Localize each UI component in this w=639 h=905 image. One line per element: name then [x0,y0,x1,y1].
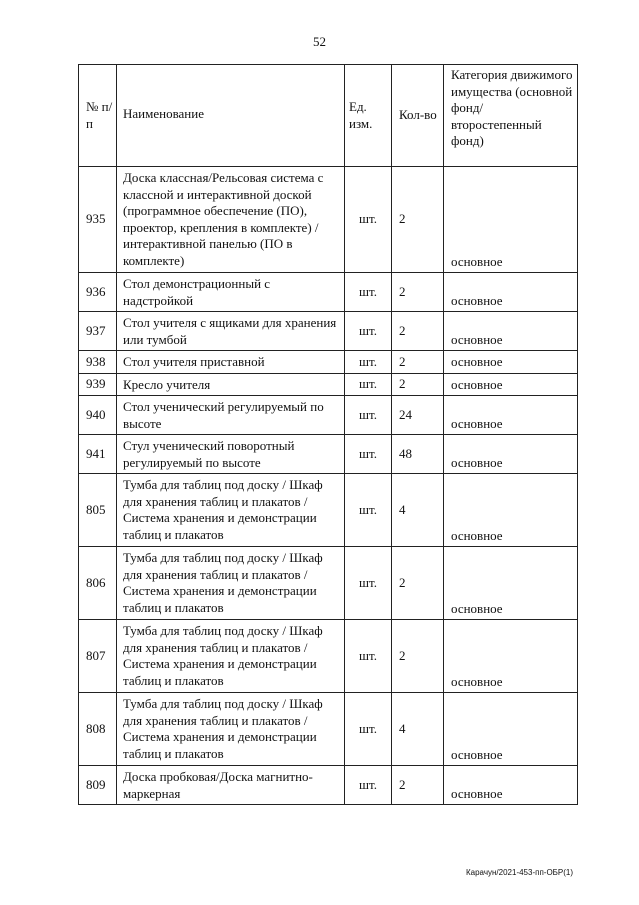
item-unit: шт. [345,351,392,374]
item-category: основное [444,396,578,435]
item-category: основное [444,435,578,474]
item-quantity: 2 [392,766,444,805]
item-category: основное [444,693,578,766]
table-row [79,273,578,312]
header-unit: Ед. изм. [345,65,392,167]
table-row [79,396,578,435]
item-number: 805 [79,474,117,547]
item-unit: шт. [345,547,392,620]
item-quantity: 2 [392,351,444,374]
item-name: Стул ученический поворотный регулируемый по высоте [117,435,345,474]
item-unit: шт. [345,273,392,312]
page-number: 52 [313,34,326,49]
table-row [79,547,578,620]
item-category: основное [444,373,578,396]
item-unit: шт. [345,373,392,396]
item-number: 936 [79,273,117,312]
item-number: 937 [79,312,117,351]
item-category: основное [444,620,578,693]
table-row [79,351,578,374]
table-row [79,766,578,805]
table-row [79,167,578,273]
item-unit: шт. [345,474,392,547]
item-category: основное [444,273,578,312]
item-name: Стол ученический регулируемый по высоте [117,396,345,435]
item-quantity: 2 [392,273,444,312]
item-quantity: 24 [392,396,444,435]
table-row [79,693,578,766]
table-row [79,474,578,547]
item-number: 808 [79,693,117,766]
item-unit: шт. [345,435,392,474]
item-unit: шт. [345,312,392,351]
item-number: 806 [79,547,117,620]
item-category: основное [444,474,578,547]
item-unit: шт. [345,620,392,693]
item-quantity: 48 [392,435,444,474]
item-number: 809 [79,766,117,805]
item-unit: шт. [345,766,392,805]
header-number: № п/п [79,65,117,167]
item-name: Стол демонстрационный с надстройкой [117,273,345,312]
item-category: основное [444,312,578,351]
header-name: Наименование [117,65,345,167]
item-name: Тумба для таблиц под доску / Шкаф для хранения таблиц и плакатов / Система хранения и демонстрации таблиц и плакатов [117,693,345,766]
item-name: Тумба для таблиц под доску / Шкаф для хранения таблиц и плакатов / Система хранения и демонстрации таблиц и плакатов [117,547,345,620]
property-table [78,64,578,805]
item-quantity: 2 [392,312,444,351]
item-quantity: 4 [392,474,444,547]
item-quantity: 2 [392,167,444,273]
item-category: основное [444,167,578,273]
item-unit: шт. [345,693,392,766]
item-number: 807 [79,620,117,693]
table-row [79,312,578,351]
item-quantity: 2 [392,620,444,693]
table-header-row [79,65,578,167]
item-quantity: 2 [392,373,444,396]
item-number: 940 [79,396,117,435]
item-category: основное [444,766,578,805]
item-unit: шт. [345,167,392,273]
item-category: основное [444,547,578,620]
item-number: 938 [79,351,117,374]
table-row [79,620,578,693]
item-number: 935 [79,167,117,273]
document-footer: Карачун/2021-453-пп-ОБР(1) [466,868,574,877]
item-quantity: 4 [392,693,444,766]
item-name: Кресло учителя [117,373,345,396]
item-name: Тумба для таблиц под доску / Шкаф для хранения таблиц и плакатов / Система хранения и демонстрации таблиц и плакатов [117,474,345,547]
item-name: Доска пробковая/Доска магнитно-маркерная [117,766,345,805]
header-category: Категория движимого имущества (основной фонд/ второстепенный фонд) [444,65,578,167]
table-row [79,373,578,396]
item-category: основное [444,351,578,374]
item-name: Стол учителя с ящиками для хранения или тумбой [117,312,345,351]
item-name: Стол учителя приставной [117,351,345,374]
item-name: Доска классная/Рельсовая система с классной и интерактивной доской (программное обеспечение (ПО), проектор, крепления в комплекте) / интерактивной панелью (ПО в комплекте) [117,167,345,273]
item-number: 941 [79,435,117,474]
item-quantity: 2 [392,547,444,620]
item-number: 939 [79,373,117,396]
table-row [79,435,578,474]
header-quantity: Кол-во [392,65,444,167]
item-unit: шт. [345,396,392,435]
item-name: Тумба для таблиц под доску / Шкаф для хранения таблиц и плакатов / Система хранения и демонстрации таблиц и плакатов [117,620,345,693]
